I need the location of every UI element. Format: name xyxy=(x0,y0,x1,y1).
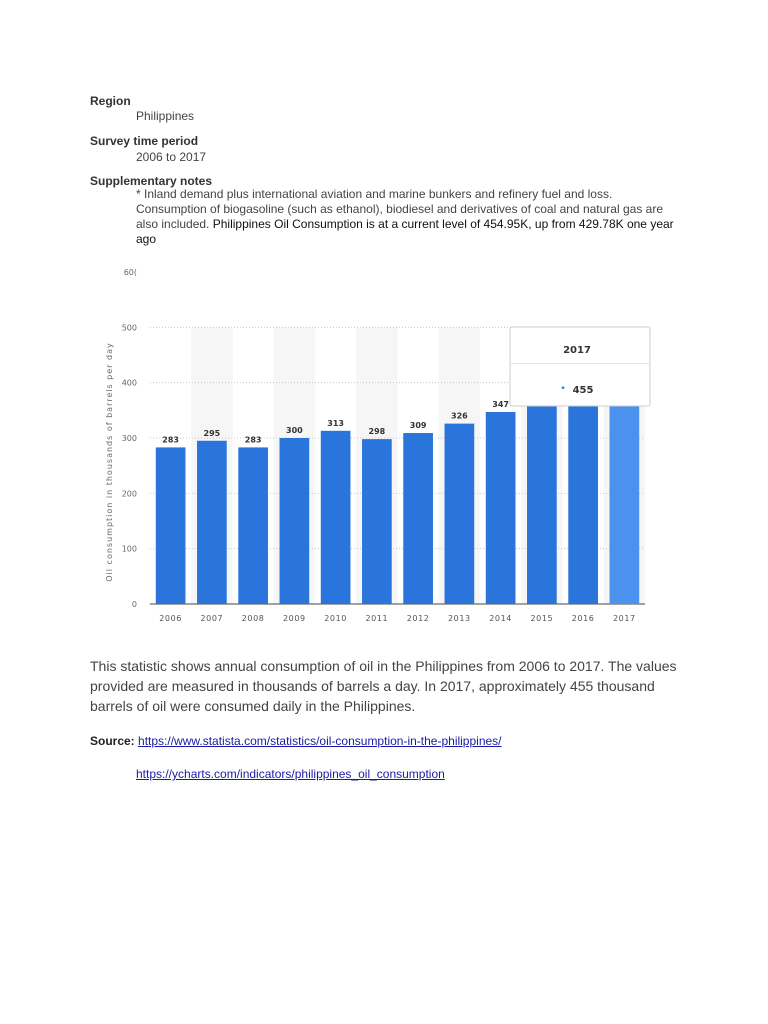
x-tick-label: 2012 xyxy=(406,614,430,623)
y-tick-label: 0 xyxy=(131,600,137,609)
data-label: 283 xyxy=(162,435,179,445)
y-axis-label: Oil consumption in thousands of barrels per day xyxy=(105,342,114,582)
y-tick-label: 500 xyxy=(121,323,137,333)
y-tick-label: 300 xyxy=(121,434,137,443)
period-value: 2006 to 2017 xyxy=(136,150,207,164)
data-label: 298 xyxy=(368,427,386,437)
bar-2006[interactable] xyxy=(156,447,186,604)
notes-label: Supplementary notes xyxy=(90,174,213,188)
data-label: 313 xyxy=(327,418,344,428)
x-tick-label: 2009 xyxy=(282,614,306,623)
bar-2010[interactable] xyxy=(321,431,351,604)
tooltip xyxy=(510,327,650,406)
tooltip-year: 2017 xyxy=(563,345,591,356)
y-tick-label: 100 xyxy=(121,544,137,554)
x-tick-label: 2010 xyxy=(324,614,348,623)
bar-2015[interactable] xyxy=(527,394,557,604)
x-tick-label: 2015 xyxy=(530,614,554,623)
bar-2013[interactable] xyxy=(445,424,475,604)
x-tick-label: 2016 xyxy=(571,614,595,623)
region-label: Region xyxy=(90,94,131,108)
bar-2011[interactable] xyxy=(362,439,392,604)
x-tick-label: 2014 xyxy=(489,614,513,623)
x-tick-label: 2008 xyxy=(241,614,265,623)
supplementary-notes xyxy=(136,187,676,247)
oil-consumption-chart xyxy=(100,262,660,632)
data-label: 326 xyxy=(451,411,468,421)
source-line-2 xyxy=(136,767,445,781)
chart-description: This statistic shows annual consumption of oil in the Philippines from 2006 to 2017. The values provided are measured in thousands of barrels a day. In 2017, approximately 455 thousand barrels of oil were consumed daily in the Philippines. xyxy=(90,658,677,714)
ycharts-link[interactable]: https://ycharts.com/indicators/philippines_oil_consumption xyxy=(136,767,445,781)
period-label: Survey time period xyxy=(90,134,199,148)
region-value: Philippines xyxy=(136,109,195,123)
notes-highlight: Philippines Oil Consumption is at a current level of 454.95K, up from 429.78K one year ago xyxy=(136,217,674,246)
data-label: 309 xyxy=(409,421,427,431)
x-tick-label: 2013 xyxy=(447,614,471,623)
x-tick-label: 2006 xyxy=(159,614,183,623)
notes-text: * Inland demand plus international aviation and marine bunkers and refinery fuel and loss. Consumption of biogasoline (such as ethanol), biodiesel and derivatives of coal and natural gas are also included. xyxy=(136,187,663,231)
data-label: 295 xyxy=(203,428,221,438)
source-label: Source: xyxy=(90,734,135,748)
x-tick-label: 2017 xyxy=(612,614,636,623)
x-tick-label: 2011 xyxy=(365,614,389,623)
data-label: 283 xyxy=(244,435,262,445)
y-tick-label: 400 xyxy=(121,378,137,388)
bar-2008[interactable] xyxy=(238,447,268,604)
y-tick-label: 200 xyxy=(121,489,137,499)
bar-2007[interactable] xyxy=(197,441,227,604)
source-line xyxy=(90,734,502,748)
tooltip-value: 455 xyxy=(572,385,594,396)
tooltip-bullet: • xyxy=(560,384,566,394)
data-label: 300 xyxy=(286,426,303,435)
x-tick-label: 2007 xyxy=(200,614,224,623)
bar-2009[interactable] xyxy=(280,438,310,604)
bar-2012[interactable] xyxy=(403,433,433,604)
bar-2014[interactable] xyxy=(486,412,516,604)
data-label: 347 xyxy=(492,399,509,409)
statista-link[interactable]: https://www.statista.com/statistics/oil-consumption-in-the-philippines/ xyxy=(138,734,502,748)
y-tick-label: 60( xyxy=(123,268,137,277)
